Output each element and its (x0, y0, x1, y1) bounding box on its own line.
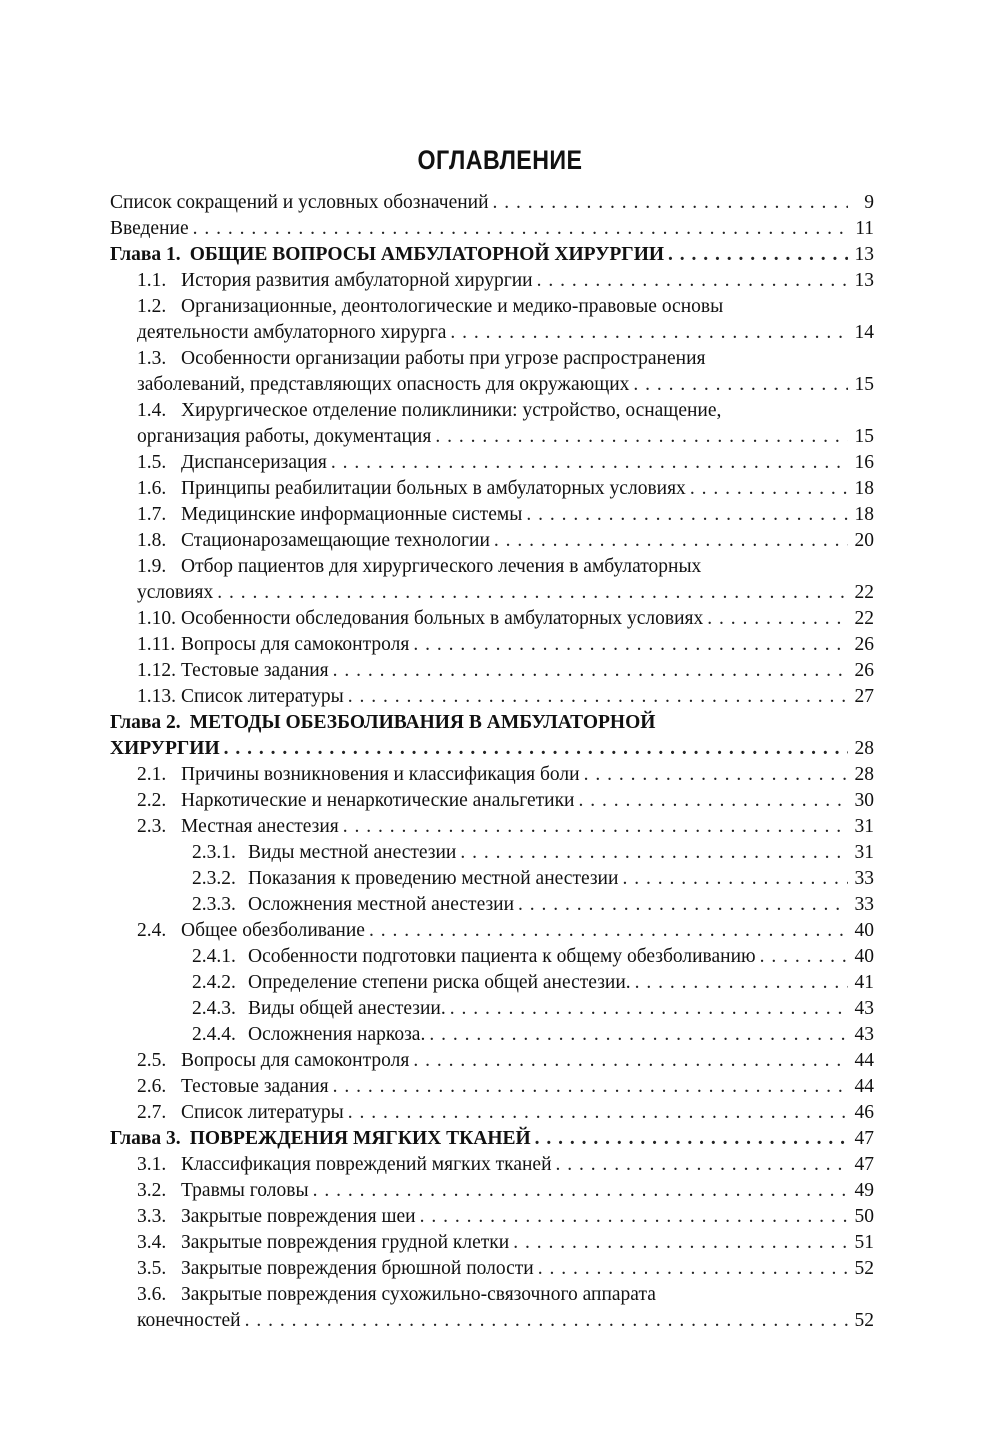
toc-line (110, 1126, 874, 1152)
toc-section (110, 502, 874, 528)
entry-title: Показания к проведению местной анестезии (248, 868, 619, 889)
entry-number: 1.6. (137, 478, 167, 499)
entry-number: 2.5. (137, 1050, 167, 1071)
page-number: 20 (854, 530, 874, 551)
entry-title: Особенности обследования больных в амбулаторных условиях (181, 608, 704, 629)
toc-section (110, 1152, 874, 1178)
entry-title: Организационные, деонтологические и медико-правовые основы (181, 296, 724, 317)
toc-line (192, 866, 874, 892)
toc-section (110, 1204, 874, 1230)
entry-number: 1.10. (137, 608, 176, 629)
entry-number: 3.4. (137, 1232, 167, 1253)
dot-leader (217, 580, 848, 606)
entry-title: Список литературы (181, 1102, 344, 1123)
entry-number: 2.3.2. (192, 868, 236, 889)
page-number: 13 (854, 270, 874, 291)
entry-number: 1.8. (137, 530, 167, 551)
entry-title: МЕТОДЫ ОБЕЗБОЛИВАНИЯ В АМБУЛАТОРНОЙ (189, 712, 656, 733)
toc-section (110, 294, 874, 346)
toc-line (192, 970, 874, 996)
dot-leader (622, 866, 848, 892)
page-number: 41 (854, 972, 874, 993)
dot-leader (420, 1204, 848, 1230)
toc-line (137, 554, 874, 580)
entry-title: Общее обезболивание (181, 920, 365, 941)
toc-section (110, 268, 874, 294)
entry-title: Закрытые повреждения сухожильно-связочного аппарата (181, 1284, 656, 1305)
toc-subsection (110, 866, 874, 892)
toc-line (137, 1152, 874, 1178)
toc-section (110, 606, 874, 632)
entry-title: Виды местной анестезии (248, 842, 457, 863)
toc-line (137, 606, 874, 632)
page-number: 15 (854, 426, 874, 447)
entry-title: Особенности подготовки пациента к общему обезболиванию (248, 946, 756, 967)
page-number: 47 (854, 1128, 874, 1149)
entry-title: Отбор пациентов для хирургического лечения в амбулаторных (181, 556, 702, 577)
page-number: 16 (854, 452, 874, 473)
page-number: 43 (854, 998, 874, 1019)
dot-leader (707, 606, 848, 632)
toc-section (110, 1282, 874, 1334)
toc-section (110, 1230, 874, 1256)
dot-leader (535, 1126, 848, 1152)
entry-title: Введение (110, 218, 189, 239)
toc-line (137, 450, 874, 476)
entry-number: 1.12. (137, 660, 176, 681)
toc-line (137, 346, 874, 372)
toc-line (110, 710, 874, 736)
chapter-label: Глава 3. (110, 1128, 181, 1149)
toc-line (137, 1074, 874, 1100)
entry-number: 1.7. (137, 504, 167, 525)
toc-section (110, 684, 874, 710)
dot-leader (413, 1048, 848, 1074)
toc-line (137, 658, 874, 684)
entry-title: Наркотические и ненаркотические анальгетики (181, 790, 575, 811)
entry-title: Список сокращений и условных обозначений (110, 192, 489, 213)
entry-title: Закрытые повреждения брюшной полости (181, 1258, 534, 1279)
entry-title: Местная анестезия (181, 816, 339, 837)
toc-line (110, 736, 874, 762)
dot-leader (348, 684, 848, 710)
dot-leader (494, 528, 848, 554)
page-number: 13 (854, 244, 874, 265)
dot-leader (333, 658, 848, 684)
dot-leader (538, 1256, 848, 1282)
toc-line (137, 580, 874, 606)
toc-line (192, 944, 874, 970)
page-number: 18 (854, 478, 874, 499)
page-number: 11 (855, 218, 874, 239)
dot-leader (668, 242, 848, 268)
toc-line (137, 424, 874, 450)
page-title: ОГЛАВЛЕНИЕ (417, 145, 583, 175)
toc-section (110, 632, 874, 658)
dot-leader (413, 632, 848, 658)
table-of-contents (110, 190, 874, 1334)
toc-line (137, 1230, 874, 1256)
page-number: 44 (854, 1076, 874, 1097)
entry-title: Тестовые задания (181, 1076, 329, 1097)
dot-leader (635, 970, 848, 996)
toc-line (137, 268, 874, 294)
entry-number: 2.4.2. (192, 972, 236, 993)
dot-leader (450, 320, 848, 346)
dot-leader (331, 450, 848, 476)
entry-number: 2.4. (137, 920, 167, 941)
toc-line (137, 788, 874, 814)
entry-title: Осложнения наркоза. (248, 1024, 426, 1045)
page-number: 26 (854, 660, 874, 681)
toc-line (137, 684, 874, 710)
toc-subsection (110, 840, 874, 866)
entry-title: Осложнения местной анестезии (248, 894, 515, 915)
entry-title: Диспансеризация (181, 452, 327, 473)
page-number: 52 (854, 1310, 874, 1331)
toc-section (110, 1100, 874, 1126)
page-number: 9 (864, 192, 874, 213)
entry-title: Хирургическое отделение поликлиники: устройство, оснащение, (181, 400, 722, 421)
toc-section (110, 918, 874, 944)
entry-title: Закрытые повреждения грудной клетки (181, 1232, 510, 1253)
toc-line (137, 762, 874, 788)
entry-title-continued: заболеваний, представляющих опасность для окружающих (137, 374, 630, 395)
entry-title: Классификация повреждений мягких тканей (181, 1154, 552, 1175)
page-number: 26 (854, 634, 874, 655)
toc-subsection (110, 996, 874, 1022)
toc-line (137, 372, 874, 398)
page-number: 31 (854, 842, 874, 863)
page-number: 47 (854, 1154, 874, 1175)
toc-line (192, 996, 874, 1022)
toc-section (110, 814, 874, 840)
entry-title: ОБЩИЕ ВОПРОСЫ АМБУЛАТОРНОЙ ХИРУРГИИ (189, 244, 665, 265)
chapter-label: Глава 2. (110, 712, 181, 733)
page-number: 40 (854, 946, 874, 967)
dot-leader (245, 1308, 848, 1334)
toc-section (110, 788, 874, 814)
entry-number: 2.3.1. (192, 842, 236, 863)
toc-line (137, 814, 874, 840)
page-number: 22 (854, 608, 874, 629)
toc-line (137, 1048, 874, 1074)
entry-number: 2.2. (137, 790, 167, 811)
page-number: 50 (854, 1206, 874, 1227)
page-number: 22 (854, 582, 874, 603)
entry-number: 3.1. (137, 1154, 167, 1175)
dot-leader (435, 424, 848, 450)
entry-number: 1.9. (137, 556, 167, 577)
dot-leader (493, 190, 848, 216)
entry-number: 2.1. (137, 764, 167, 785)
toc-entry-front (110, 216, 874, 242)
toc-section (110, 398, 874, 450)
entry-number: 1.2. (137, 296, 167, 317)
entry-title: История развития амбулаторной хирургии (181, 270, 533, 291)
toc-line (110, 242, 874, 268)
dot-leader (450, 996, 848, 1022)
entry-number: 1.11. (137, 634, 176, 655)
toc-line (192, 892, 874, 918)
page-number: 44 (854, 1050, 874, 1071)
entry-title-continued: конечностей (137, 1310, 241, 1331)
toc-section (110, 1074, 874, 1100)
entry-number: 1.13. (137, 686, 176, 707)
dot-leader (460, 840, 848, 866)
page-number: 49 (854, 1180, 874, 1201)
dot-leader (526, 502, 848, 528)
entry-number: 2.6. (137, 1076, 167, 1097)
toc-section (110, 476, 874, 502)
dot-leader (193, 216, 848, 242)
toc-line (137, 502, 874, 528)
page-number: 51 (854, 1232, 874, 1253)
entry-title-continued: организация работы, документация (137, 426, 432, 447)
page-number: 30 (854, 790, 874, 811)
page-number: 46 (854, 1102, 874, 1123)
toc-subsection (110, 892, 874, 918)
toc-line (110, 190, 874, 216)
dot-leader (513, 1230, 848, 1256)
toc-section (110, 1048, 874, 1074)
page-number: 28 (854, 738, 874, 759)
entry-title: Вопросы для самоконтроля (181, 1050, 410, 1071)
toc-line (137, 1178, 874, 1204)
dot-leader (579, 788, 849, 814)
dot-leader (633, 372, 848, 398)
toc-section (110, 1178, 874, 1204)
page-number: 27 (854, 686, 874, 707)
toc-line (137, 1282, 874, 1308)
entry-number: 2.3.3. (192, 894, 236, 915)
entry-title-continued: деятельности амбулаторного хирурга (137, 322, 447, 343)
entry-number: 3.3. (137, 1206, 167, 1227)
page-number: 40 (854, 920, 874, 941)
toc-subsection (110, 1022, 874, 1048)
dot-leader (369, 918, 848, 944)
entry-number: 2.4.4. (192, 1024, 236, 1045)
toc-line (137, 476, 874, 502)
toc-section (110, 658, 874, 684)
chapter-label: Глава 1. (110, 244, 181, 265)
entry-number: 3.6. (137, 1284, 167, 1305)
dot-leader (690, 476, 848, 502)
toc-line (137, 528, 874, 554)
page-number: 31 (854, 816, 874, 837)
page-number: 15 (854, 374, 874, 395)
dot-leader (343, 814, 848, 840)
toc-line (110, 216, 874, 242)
dot-leader (537, 268, 848, 294)
toc-line (137, 1204, 874, 1230)
toc-line (137, 1100, 874, 1126)
toc-line (192, 840, 874, 866)
entry-number: 1.5. (137, 452, 167, 473)
entry-number: 1.3. (137, 348, 167, 369)
entry-number: 2.4.1. (192, 946, 236, 967)
dot-leader (224, 736, 848, 762)
entry-number: 2.3. (137, 816, 167, 837)
entry-title: Причины возникновения и классификация боли (181, 764, 580, 785)
entry-number: 3.5. (137, 1258, 167, 1279)
page-number: 33 (854, 894, 874, 915)
toc-line (192, 1022, 874, 1048)
entry-title-continued: ХИРУРГИИ (110, 738, 220, 759)
toc-line (137, 632, 874, 658)
entry-title: Стационарозамещающие технологии (181, 530, 490, 551)
dot-leader (760, 944, 848, 970)
entry-title: Медицинские информационные системы (181, 504, 523, 525)
dot-leader (348, 1100, 848, 1126)
toc-section (110, 450, 874, 476)
entry-title: Травмы головы (181, 1180, 309, 1201)
toc-section (110, 528, 874, 554)
entry-title: Виды общей анестезии. (248, 998, 446, 1019)
page-number: 43 (854, 1024, 874, 1045)
page-number: 33 (854, 868, 874, 889)
dot-leader (556, 1152, 848, 1178)
toc-section (110, 346, 874, 398)
entry-title: Принципы реабилитации больных в амбулаторных условиях (181, 478, 686, 499)
dot-leader (429, 1022, 848, 1048)
toc-line (137, 1308, 874, 1334)
toc-line (137, 1256, 874, 1282)
entry-number: 3.2. (137, 1180, 167, 1201)
page-number: 28 (854, 764, 874, 785)
toc-chapter (110, 242, 874, 268)
entry-number: 2.7. (137, 1102, 167, 1123)
page-number: 14 (854, 322, 874, 343)
dot-leader (313, 1178, 848, 1204)
entry-title: Особенности организации работы при угрозе распространения (181, 348, 706, 369)
entry-number: 2.4.3. (192, 998, 236, 1019)
toc-line (137, 398, 874, 424)
page-number: 18 (854, 504, 874, 525)
toc-entry-front (110, 190, 874, 216)
toc-chapter (110, 710, 874, 762)
toc-section (110, 1256, 874, 1282)
entry-title: Тестовые задания (181, 660, 329, 681)
toc-section (110, 762, 874, 788)
toc-subsection (110, 944, 874, 970)
dot-leader (584, 762, 848, 788)
entry-title: ПОВРЕЖДЕНИЯ МЯГКИХ ТКАНЕЙ (189, 1128, 531, 1149)
toc-section (110, 554, 874, 606)
entry-title: Определение степени риска общей анестезии. (248, 972, 631, 993)
entry-title: Список литературы (181, 686, 344, 707)
dot-leader (333, 1074, 848, 1100)
toc-line (137, 918, 874, 944)
entry-number: 1.4. (137, 400, 167, 421)
toc-line (137, 320, 874, 346)
page-number: 52 (854, 1258, 874, 1279)
toc-chapter (110, 1126, 874, 1152)
entry-title: Вопросы для самоконтроля (181, 634, 410, 655)
dot-leader (518, 892, 848, 918)
entry-title: Закрытые повреждения шеи (181, 1206, 416, 1227)
entry-title-continued: условиях (137, 582, 214, 603)
entry-number: 1.1. (137, 270, 167, 291)
toc-subsection (110, 970, 874, 996)
toc-line (137, 294, 874, 320)
